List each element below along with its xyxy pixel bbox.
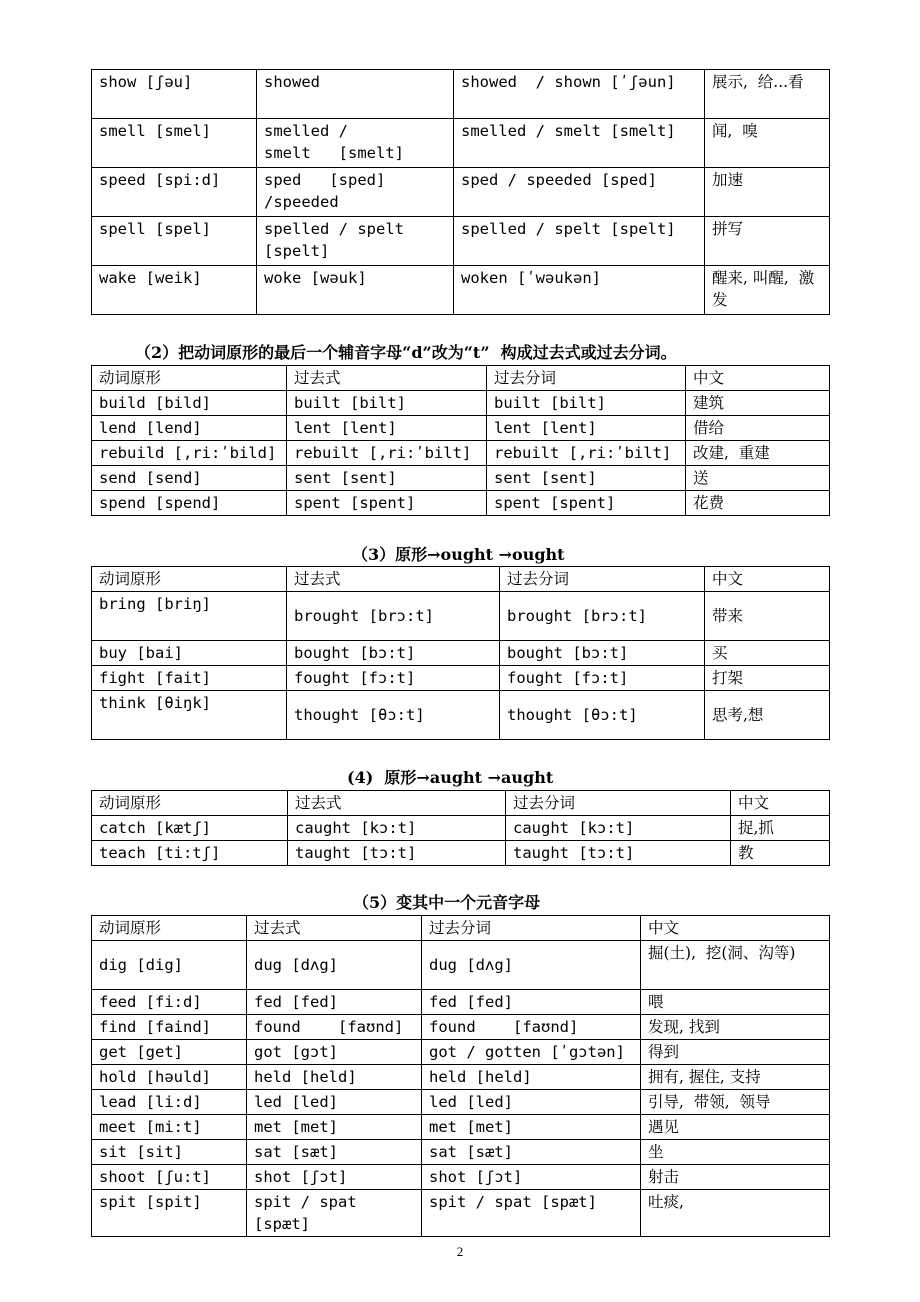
cell-chinese: 思考,想: [705, 691, 830, 740]
cell-base-form: find [faind]: [92, 1015, 247, 1040]
cell-past-participle: shot [ʃɔt]: [422, 1165, 641, 1190]
cell-past-participle: built [bilt]: [487, 391, 686, 416]
table-section-5: [91, 915, 830, 1237]
table-row: [92, 266, 830, 315]
header-chinese: 中文: [705, 567, 830, 592]
cell-past-participle: held [held]: [422, 1065, 641, 1090]
page-number: 2: [456, 1244, 464, 1259]
cell-chinese: 带来: [705, 592, 830, 641]
table-row: [92, 841, 830, 866]
cell-base-form: sit [sit]: [92, 1140, 247, 1165]
table-row: [92, 491, 830, 516]
cell-chinese: 改建, 重建: [686, 441, 830, 466]
table-row: [92, 941, 830, 990]
cell-past-tense: spit / spat [spæt]: [247, 1190, 422, 1237]
cell-past-participle: brought [brɔ:t]: [500, 592, 705, 641]
table-row: [92, 592, 830, 641]
table-row: [92, 1090, 830, 1115]
cell-past-tense: sat [sæt]: [247, 1140, 422, 1165]
cell-chinese: 建筑: [686, 391, 830, 416]
cell-past-participle: got / gotten [ʹgɔtən]: [422, 1040, 641, 1065]
table-header-row: [92, 567, 830, 592]
cell-base-form: buy [bai]: [92, 641, 287, 666]
header-past-tense: 过去式: [288, 791, 506, 816]
table-row: [92, 1065, 830, 1090]
cell-past-tense: dug [dʌg]: [247, 941, 422, 990]
cell-chinese: 打架: [705, 666, 830, 691]
section-4-title: (4) 原形→aught →aught: [347, 768, 554, 787]
cell-base-form: wake [weik]: [92, 266, 257, 315]
cell-past-participle: smelled / smelt [smelt]: [454, 119, 705, 168]
cell-past-participle: led [led]: [422, 1090, 641, 1115]
cell-past-tense: spelled / spelt [spelt]: [257, 217, 454, 266]
cell-past-participle: bought [bɔ:t]: [500, 641, 705, 666]
cell-past-tense: got [gɔt]: [247, 1040, 422, 1065]
table-row: [92, 666, 830, 691]
cell-chinese: 发现, 找到: [641, 1015, 830, 1040]
section-2-title: （2）把动词原形的最后一个辅音字母“d”改为“t” 构成过去式或过去分词。: [135, 343, 677, 362]
cell-past-participle: woken [ʹwəukən]: [454, 266, 705, 315]
cell-past-tense: smelled / smelt [smelt]: [257, 119, 454, 168]
cell-base-form: spit [spit]: [92, 1190, 247, 1237]
cell-chinese: 加速: [705, 168, 830, 217]
cell-base-form: spell [spel]: [92, 217, 257, 266]
cell-base-form: hold [həuld]: [92, 1065, 247, 1090]
cell-base-form: show [ʃəu]: [92, 70, 257, 119]
cell-chinese: 喂: [641, 990, 830, 1015]
cell-past-participle: fought [fɔ:t]: [500, 666, 705, 691]
cell-chinese: 掘(土), 挖(洞、沟等): [641, 941, 830, 990]
cell-chinese: 借给: [686, 416, 830, 441]
header-past-participle: 过去分词: [422, 916, 641, 941]
cell-chinese: 买: [705, 641, 830, 666]
table-section-3: [91, 566, 830, 740]
cell-chinese: 展示, 给...看: [705, 70, 830, 119]
table-row: [92, 466, 830, 491]
cell-past-tense: rebuilt [,ri:ʹbilt]: [287, 441, 487, 466]
header-base-form: 动词原形: [92, 791, 288, 816]
cell-chinese: 送: [686, 466, 830, 491]
table-row: [92, 691, 830, 740]
table-header-row: [92, 916, 830, 941]
table-continued: [91, 69, 830, 315]
table-row: [92, 70, 830, 119]
cell-base-form: catch [kætʃ]: [92, 816, 288, 841]
header-base-form: 动词原形: [92, 567, 287, 592]
cell-chinese: 吐痰,: [641, 1190, 830, 1237]
table-row: [92, 990, 830, 1015]
cell-chinese: 花费: [686, 491, 830, 516]
cell-past-participle: rebuilt [,ri:ʹbilt]: [487, 441, 686, 466]
cell-past-participle: sat [sæt]: [422, 1140, 641, 1165]
section-5-title: （5）变其中一个元音字母: [353, 893, 541, 912]
header-past-tense: 过去式: [287, 567, 500, 592]
cell-past-participle: sped / speeded [sped]: [454, 168, 705, 217]
cell-past-participle: spit / spat [spæt]: [422, 1190, 641, 1237]
cell-base-form: bring [briŋ]: [92, 592, 287, 641]
cell-past-tense: found [faʊnd]: [247, 1015, 422, 1040]
cell-past-tense: built [bilt]: [287, 391, 487, 416]
table-row: [92, 391, 830, 416]
table-row: [92, 441, 830, 466]
cell-base-form: teach [ti:tʃ]: [92, 841, 288, 866]
cell-past-tense: spent [spent]: [287, 491, 487, 516]
cell-past-participle: showed / shown [ʹʃəun]: [454, 70, 705, 119]
cell-base-form: speed [spi:d]: [92, 168, 257, 217]
table-row: [92, 416, 830, 441]
header-past-participle: 过去分词: [500, 567, 705, 592]
cell-past-tense: thought [θɔ:t]: [287, 691, 500, 740]
cell-past-tense: brought [brɔ:t]: [287, 592, 500, 641]
cell-past-tense: met [met]: [247, 1115, 422, 1140]
table-row: [92, 217, 830, 266]
header-chinese: 中文: [641, 916, 830, 941]
cell-past-tense: fought [fɔ:t]: [287, 666, 500, 691]
table-row: [92, 1040, 830, 1065]
cell-past-participle: taught [tɔ:t]: [506, 841, 731, 866]
table-row: [92, 816, 830, 841]
cell-base-form: fight [fait]: [92, 666, 287, 691]
cell-past-participle: found [faʊnd]: [422, 1015, 641, 1040]
table-section-2: [91, 365, 830, 516]
cell-base-form: lead [li:d]: [92, 1090, 247, 1115]
cell-past-participle: caught [kɔ:t]: [506, 816, 731, 841]
cell-chinese: 闻, 嗅: [705, 119, 830, 168]
cell-past-tense: showed: [257, 70, 454, 119]
header-past-participle: 过去分词: [487, 366, 686, 391]
cell-past-tense: taught [tɔ:t]: [288, 841, 506, 866]
cell-past-participle: sent [sent]: [487, 466, 686, 491]
cell-past-tense: woke [wəuk]: [257, 266, 454, 315]
table-row: [92, 1165, 830, 1190]
cell-past-tense: sped [sped] /speeded: [257, 168, 454, 217]
table-row: [92, 168, 830, 217]
cell-base-form: send [send]: [92, 466, 287, 491]
cell-past-participle: spent [spent]: [487, 491, 686, 516]
cell-past-tense: led [led]: [247, 1090, 422, 1115]
cell-chinese: 教: [731, 841, 830, 866]
table-section-4: [91, 790, 830, 866]
cell-past-participle: fed [fed]: [422, 990, 641, 1015]
cell-past-participle: dug [dʌg]: [422, 941, 641, 990]
cell-past-tense: bought [bɔ:t]: [287, 641, 500, 666]
cell-base-form: spend [spend]: [92, 491, 287, 516]
header-base-form: 动词原形: [92, 916, 247, 941]
table-row: [92, 1190, 830, 1237]
cell-chinese: 醒来, 叫醒, 激发: [705, 266, 830, 315]
table-row: [92, 1015, 830, 1040]
cell-chinese: 拥有, 握住, 支持: [641, 1065, 830, 1090]
cell-past-participle: lent [lent]: [487, 416, 686, 441]
header-past-tense: 过去式: [287, 366, 487, 391]
cell-past-participle: spelled / spelt [spelt]: [454, 217, 705, 266]
header-past-tense: 过去式: [247, 916, 422, 941]
table-header-row: [92, 791, 830, 816]
cell-chinese: 引导, 带领, 领导: [641, 1090, 830, 1115]
cell-past-tense: held [held]: [247, 1065, 422, 1090]
cell-chinese: 拼写: [705, 217, 830, 266]
cell-base-form: meet [mi:t]: [92, 1115, 247, 1140]
table-row: [92, 641, 830, 666]
cell-base-form: build [bild]: [92, 391, 287, 416]
table-row: [92, 1115, 830, 1140]
table-row: [92, 1140, 830, 1165]
cell-base-form: smell [smel]: [92, 119, 257, 168]
cell-past-participle: met [met]: [422, 1115, 641, 1140]
cell-chinese: 坐: [641, 1140, 830, 1165]
cell-chinese: 射击: [641, 1165, 830, 1190]
cell-past-participle: thought [θɔ:t]: [500, 691, 705, 740]
table-row: [92, 119, 830, 168]
cell-past-tense: sent [sent]: [287, 466, 487, 491]
header-base-form: 动词原形: [92, 366, 287, 391]
cell-past-tense: lent [lent]: [287, 416, 487, 441]
cell-base-form: shoot [ʃu:t]: [92, 1165, 247, 1190]
cell-chinese: 得到: [641, 1040, 830, 1065]
header-chinese: 中文: [731, 791, 830, 816]
cell-base-form: rebuild [,ri:ʹbild]: [92, 441, 287, 466]
header-chinese: 中文: [686, 366, 830, 391]
section-3-title: （3）原形→ought →ought: [352, 545, 565, 564]
cell-base-form: feed [fi:d]: [92, 990, 247, 1015]
cell-past-tense: shot [ʃɔt]: [247, 1165, 422, 1190]
cell-base-form: get [get]: [92, 1040, 247, 1065]
cell-past-tense: caught [kɔ:t]: [288, 816, 506, 841]
table-header-row: [92, 366, 830, 391]
header-past-participle: 过去分词: [506, 791, 731, 816]
cell-base-form: dig [dig]: [92, 941, 247, 990]
cell-chinese: 捉,抓: [731, 816, 830, 841]
cell-chinese: 遇见: [641, 1115, 830, 1140]
cell-past-tense: fed [fed]: [247, 990, 422, 1015]
cell-base-form: lend [lend]: [92, 416, 287, 441]
cell-base-form: think [θiŋk]: [92, 691, 287, 740]
